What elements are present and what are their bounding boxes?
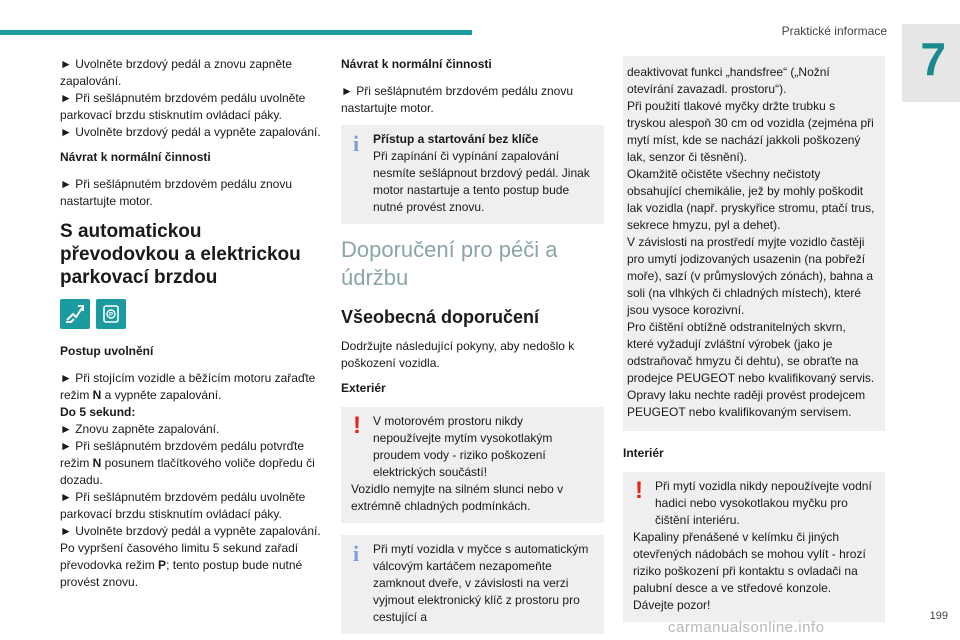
svg-text:P: P	[108, 312, 114, 319]
subheading-exterior: Exteriér	[341, 381, 386, 395]
header-title: Praktické informace	[781, 24, 887, 38]
instruction-note: Po vypršení časového limitu 5 sekund zařadí převodovka režim P; tento postup bude nutné provést znovu.	[60, 541, 303, 589]
chapter-section-heading: Doporučení pro péči a údržbu	[341, 237, 558, 290]
watermark-text: carmanualsonline.info	[668, 619, 825, 636]
instruction-step: ► Při sešlápnutém brzdovém pedálu potvrďte režim N posunem tlačítkového voliče dopředu či dozadu.	[60, 439, 315, 487]
warning-note: ! Při mytí vozidla nikdy nepoužívejte vodní hadici nebo vysokotlakou myčku pro čištění interiéru. Kapaliny přenášené v kelímku či jiných otevřených nádobách se mohou vylít - hrozí riziko poškození při kontaktu s ovladači na palubní desce a ve středové konzole. Dávejte pozor!	[623, 472, 885, 622]
info-icon: i	[353, 541, 360, 566]
section-heading: Všeobecná doporučení	[341, 307, 540, 327]
instruction-step: ► Znovu zapněte zapalování.	[60, 422, 220, 436]
instruction-note: Do 5 sekund:	[60, 405, 136, 419]
body-text: Dodržujte následující pokyny, aby nedošlo k poškození vozidla.	[341, 339, 575, 370]
hand-wrench-icon	[60, 299, 90, 329]
column-right	[623, 56, 885, 634]
instruction-step: ► Uvolněte brzdový pedál a vypněte zapalování.	[60, 524, 321, 538]
instruction-step: ► Při sešlápnutém brzdovém pedálu uvolněte parkovací brzdu stisknutím ovládací páky.	[60, 490, 306, 521]
info-note: i Při mytí vozidla v myčce s automatickým válcovým kartáčem nezapomeňte zamknout dveře, v závislosti na verzi vyjmout elektronický klíč z prostoru pro cestující a	[341, 535, 604, 634]
warning-icon: !	[635, 477, 643, 504]
subheading-interior: Interiér	[623, 446, 664, 460]
instruction-step: ► Uvolněte brzdový pedál a vypněte zapalování.	[60, 125, 321, 139]
column-left	[60, 56, 322, 591]
info-note-continued: deaktivovat funkci „handsfree“ („Nožní otevírání zavazadl. prostoru“). Při použití tlakové myčky držte trubku s tryskou alespoň 30 cm od vozidla (zejména při mytí míst, kde se nachází jakkoli poškozený lak, senzor či těsnění). Okamžitě očistěte všechny nečistoty obsahující chemikálie, jež by mohly poškodit lak vozidla (např. pryskyřice stromu, ptačí trus, sekrece hmyzu, pyl a dehet). V závislosti na prostředí myjte vozidlo častěji pro umytí jodizovaných usazenin (na pobřeží moře), sazí (v průmyslových zónách), bahna a soli (na vlhkých či chladných místech), které jsou vysoce korozivní. Pro čištění obtížně odstranitelných skvrn, které vyžadují zvláštní výrobek (jako je odstraňovač hmyzu či dehtu), se obraťte na prodejce PEUGEOT nebo kvalifikovaný servis. Opravy laku nechte raději provést prodejcem PEUGEOT nebo kvalifikovaným servisem.	[623, 56, 885, 431]
subheading-release: Postup uvolnění	[60, 344, 154, 358]
header-accent-bar	[0, 30, 472, 35]
subheading-return: Návrat k normální činnosti	[341, 57, 492, 71]
column-middle	[341, 56, 604, 640]
info-icon: i	[353, 131, 360, 156]
instruction-step: ► Uvolněte brzdový pedál a znovu zapněte zapalování.	[60, 57, 293, 88]
pictogram-row	[60, 299, 322, 329]
instruction-step: ► Při sešlápnutém brzdovém pedálu znovu nastartujte motor.	[60, 177, 292, 208]
warning-icon: !	[353, 412, 361, 439]
subheading-return: Návrat k normální činnosti	[60, 150, 211, 164]
instruction-step: ► Při sešlápnutém brzdovém pedálu znovu nastartujte motor.	[341, 84, 573, 115]
instruction-step: ► Při sešlápnutém brzdovém pedálu uvolněte parkovací brzdu stisknutím ovládací páky.	[60, 91, 306, 122]
page-number: 199	[929, 610, 948, 622]
instruction-step: ► Při stojícím vozidle a běžícím motoru zařaďte režim N a vypněte zapalování.	[60, 371, 316, 402]
section-heading: S automatickou převodovkou a elektrickou parkovací brzdou	[60, 221, 301, 288]
parking-brake-icon	[96, 299, 126, 329]
warning-note: ! V motorovém prostoru nikdy nepoužívejte mytím vysokotlakým proudem vody - riziko poškození elektrických součástí! Vozidlo nemyjte na silném slunci nebo v extrémně chladných podmínkách.	[341, 407, 604, 523]
chapter-number: 7	[920, 33, 946, 85]
info-note: i Přístup a startování bez klíče Při zapínání či vypínání zapalování nesmíte sešlápnout brzdový pedál. Jinak motor nastartuje a tento postup bude nutné provést znovu.	[341, 125, 604, 224]
